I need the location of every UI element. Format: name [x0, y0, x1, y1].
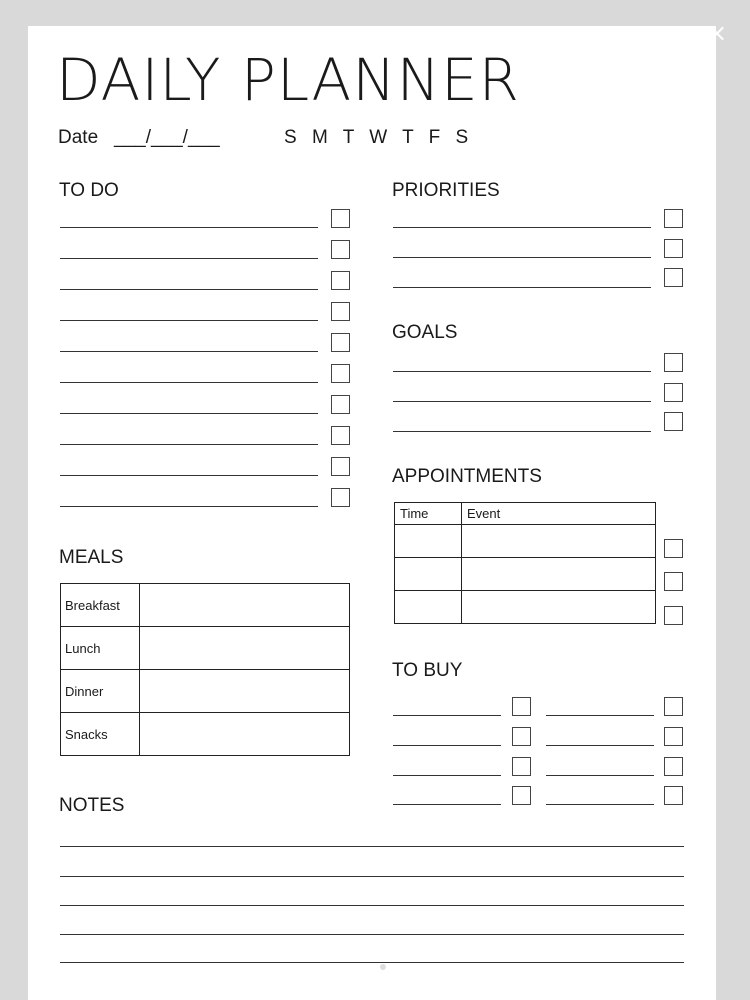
- notes-line[interactable]: [60, 876, 684, 877]
- appointment-row: [395, 525, 656, 558]
- todo-line: [60, 289, 318, 290]
- todo-line: [60, 475, 318, 476]
- to-buy-checkbox[interactable]: [664, 757, 683, 776]
- todo-checkbox[interactable]: [331, 364, 350, 383]
- goal-checkbox[interactable]: [664, 383, 683, 402]
- todo-line: [60, 320, 318, 321]
- meal-entry-cell[interactable]: [140, 713, 350, 756]
- meals-table: [60, 583, 350, 756]
- appointment-checkbox[interactable]: [664, 606, 683, 625]
- goals-heading: GOALS: [392, 322, 458, 343]
- appointment-event-cell[interactable]: [462, 558, 656, 591]
- page-indicator-dot: [380, 964, 386, 970]
- to-buy-line: [546, 804, 654, 805]
- to-buy-checkbox[interactable]: [512, 757, 531, 776]
- meal-row: [61, 670, 350, 713]
- priority-line: [393, 257, 651, 258]
- todo-checkbox[interactable]: [331, 240, 350, 259]
- date-label: Date: [58, 127, 99, 148]
- appointment-checkbox[interactable]: [664, 572, 683, 591]
- meal-entry-cell[interactable]: [140, 627, 350, 670]
- meal-entry-cell[interactable]: [140, 670, 350, 713]
- to-buy-line: [546, 775, 654, 776]
- to-buy-heading: TO BUY: [392, 660, 463, 681]
- time-header: Time: [395, 503, 462, 525]
- goal-checkbox[interactable]: [664, 353, 683, 372]
- to-buy-line: [393, 775, 501, 776]
- meal-row: [61, 584, 350, 627]
- meal-label: Snacks: [61, 713, 140, 756]
- goal-line: [393, 401, 651, 402]
- to-buy-line: [393, 745, 501, 746]
- to-buy-checkbox[interactable]: [512, 786, 531, 805]
- appointment-time-cell[interactable]: [395, 558, 462, 591]
- priority-line: [393, 287, 651, 288]
- notes-line[interactable]: [60, 905, 684, 906]
- to-buy-line: [393, 715, 501, 716]
- appointment-time-cell[interactable]: [395, 525, 462, 558]
- page-title: DAILY PLANNER: [56, 46, 520, 114]
- appointment-checkbox[interactable]: [664, 539, 683, 558]
- todo-line: [60, 444, 318, 445]
- to-buy-checkbox[interactable]: [664, 697, 683, 716]
- appointment-event-cell[interactable]: [462, 525, 656, 558]
- priorities-heading: PRIORITIES: [392, 180, 500, 201]
- goal-checkbox[interactable]: [664, 412, 683, 431]
- priority-line: [393, 227, 651, 228]
- todo-checkbox[interactable]: [331, 426, 350, 445]
- todo-line: [60, 351, 318, 352]
- meal-entry-cell[interactable]: [140, 584, 350, 627]
- meal-row: [61, 627, 350, 670]
- meal-label: Lunch: [61, 627, 140, 670]
- todo-checkbox[interactable]: [331, 209, 350, 228]
- to-buy-line: [546, 745, 654, 746]
- date-blanks: ___/___/___: [114, 127, 220, 148]
- todo-checkbox[interactable]: [331, 302, 350, 321]
- appointment-row: [395, 558, 656, 591]
- to-buy-checkbox[interactable]: [512, 697, 531, 716]
- priority-checkbox[interactable]: [664, 268, 683, 287]
- to-buy-checkbox[interactable]: [664, 786, 683, 805]
- todo-line: [60, 413, 318, 414]
- meal-row: [61, 713, 350, 756]
- appointment-event-cell[interactable]: [462, 591, 656, 624]
- todo-line: [60, 227, 318, 228]
- appointment-time-cell[interactable]: [395, 591, 462, 624]
- meal-label: Dinner: [61, 670, 140, 713]
- planner-page: [28, 26, 716, 1000]
- todo-line: [60, 258, 318, 259]
- to-buy-line: [393, 804, 501, 805]
- to-buy-line: [546, 715, 654, 716]
- appointment-row: [395, 591, 656, 624]
- priority-checkbox[interactable]: [664, 239, 683, 258]
- weekday-letters: S M T W T F S: [284, 127, 474, 148]
- priority-checkbox[interactable]: [664, 209, 683, 228]
- goal-line: [393, 431, 651, 432]
- meal-label: Breakfast: [61, 584, 140, 627]
- event-header: Event: [462, 503, 656, 525]
- notes-line[interactable]: [60, 846, 684, 847]
- notes-line[interactable]: [60, 934, 684, 935]
- todo-line: [60, 506, 318, 507]
- notes-line[interactable]: [60, 962, 684, 963]
- todo-checkbox[interactable]: [331, 395, 350, 414]
- goal-line: [393, 371, 651, 372]
- todo-checkbox[interactable]: [331, 271, 350, 290]
- todo-checkbox[interactable]: [331, 488, 350, 507]
- todo-checkbox[interactable]: [331, 333, 350, 352]
- appointments-heading: APPOINTMENTS: [392, 466, 542, 487]
- to-buy-checkbox[interactable]: [512, 727, 531, 746]
- close-icon[interactable]: ×: [706, 19, 728, 47]
- appointments-table: [394, 502, 656, 624]
- todo-line: [60, 382, 318, 383]
- meals-heading: MEALS: [59, 547, 124, 568]
- todo-checkbox[interactable]: [331, 457, 350, 476]
- todo-heading: TO DO: [59, 180, 119, 201]
- to-buy-checkbox[interactable]: [664, 727, 683, 746]
- appointments-header-row: [395, 503, 656, 525]
- notes-heading: NOTES: [59, 795, 125, 816]
